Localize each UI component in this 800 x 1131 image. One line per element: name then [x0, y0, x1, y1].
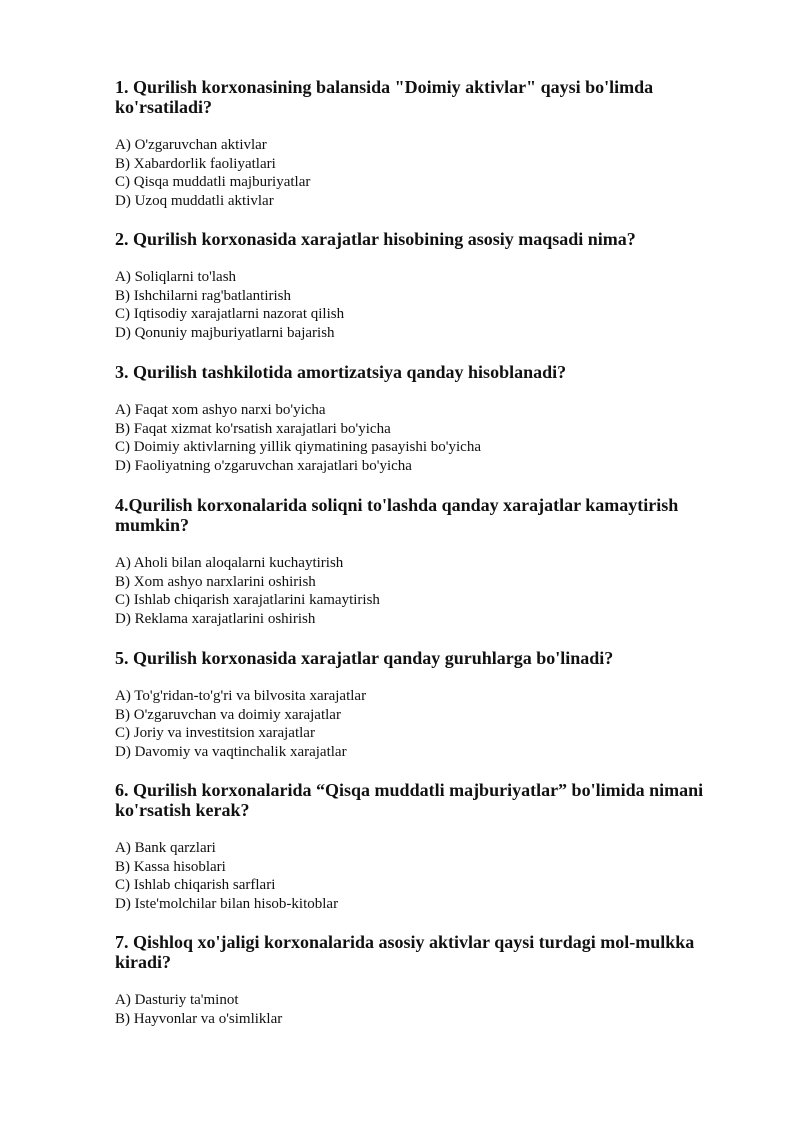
option-b: B) Xom ashyo narxlarini oshirish	[115, 573, 316, 590]
question-title: 4.Qurilish korxonalarida soliqni to'lashda qanday xarajatlar kamaytirish mumkin?	[115, 495, 679, 535]
options-list	[115, 839, 715, 913]
option-c: C) Ishlab chiqarish sarflari	[115, 877, 276, 893]
question-title: 3. Qurilish tashkilotida amortizatsiya qanday hisoblanadi?	[115, 362, 567, 382]
option-d: D) Uzoq muddatli aktivlar	[115, 192, 274, 209]
option-a: A) Bank qarzlari	[115, 840, 216, 856]
question-title: 2. Qurilish korxonasida xarajatlar hisobining asosiy maqsadi nima?	[115, 229, 636, 249]
option-a: A) Soliqlarni to'lash	[115, 269, 237, 285]
option-c: C) Doimiy aktivlarning yillik qiymatining pasayishi bo'yicha	[115, 439, 481, 455]
option-c: C) Joriy va investitsion xarajatlar	[115, 725, 315, 741]
option-c: C) Qisqa muddatli majburiyatlar	[115, 174, 311, 190]
option-c: C) Ishlab chiqarish xarajatlarini kamaytirish	[115, 592, 380, 608]
options-list	[115, 136, 715, 210]
option-b: B) Hayvonlar va o'simliklar	[115, 1010, 283, 1027]
option-c: C) Iqtisodiy xarajatlarni nazorat qilish	[115, 306, 345, 322]
question-title: 1. Qurilish korxonasining balansida "Doimiy aktivlar" qaysi bo'limda ko'rsatiladi?	[115, 77, 654, 117]
question-2	[115, 229, 715, 342]
options-list	[115, 991, 715, 1028]
option-b: B) Xabardorlik faoliyatlari	[115, 155, 276, 172]
question-6	[115, 780, 715, 913]
option-d: D) Qonuniy majburiyatlarni bajarish	[115, 324, 335, 341]
option-a: A) Faqat xom ashyo narxi bo'yicha	[115, 402, 326, 418]
option-b: B) Faqat xizmat ko'rsatish xarajatlari bo'yicha	[115, 420, 391, 437]
option-d: D) Davomiy va vaqtinchalik xarajatlar	[115, 743, 347, 760]
options-list	[115, 554, 715, 628]
question-4	[115, 495, 715, 628]
option-d: D) Faoliyatning o'zgaruvchan xarajatlari bo'yicha	[115, 457, 412, 474]
options-list	[115, 401, 715, 475]
question-5	[115, 648, 715, 761]
option-d: D) Iste'molchilar bilan hisob-kitoblar	[115, 895, 339, 912]
option-d: D) Reklama xarajatlarini oshirish	[115, 610, 316, 627]
option-b: B) O'zgaruvchan va doimiy xarajatlar	[115, 706, 341, 723]
question-title: 6. Qurilish korxonalarida “Qisqa muddatli majburiyatlar” bo'limida nimani ko'rsatish kerak?	[115, 780, 704, 820]
options-list	[115, 687, 715, 761]
question-title: 7. Qishloq xo'jaligi korxonalarida asosiy aktivlar qaysi turdagi mol-mulkka kiradi?	[115, 932, 695, 972]
document-page	[115, 77, 715, 1028]
option-a: A) Dasturiy ta'minot	[115, 992, 239, 1008]
option-a: A) To'g'ridan-to'g'ri va bilvosita xarajatlar	[115, 688, 367, 704]
question-title: 5. Qurilish korxonasida xarajatlar qanday guruhlarga bo'linadi?	[115, 648, 614, 668]
question-1	[115, 77, 715, 210]
option-a: A) O'zgaruvchan aktivlar	[115, 137, 267, 153]
question-3	[115, 362, 715, 475]
option-b: B) Kassa hisoblari	[115, 858, 226, 875]
option-a: A) Aholi bilan aloqalarni kuchaytirish	[115, 555, 344, 571]
question-7	[115, 932, 715, 1028]
options-list	[115, 268, 715, 342]
option-b: B) Ishchilarni rag'batlantirish	[115, 287, 291, 304]
